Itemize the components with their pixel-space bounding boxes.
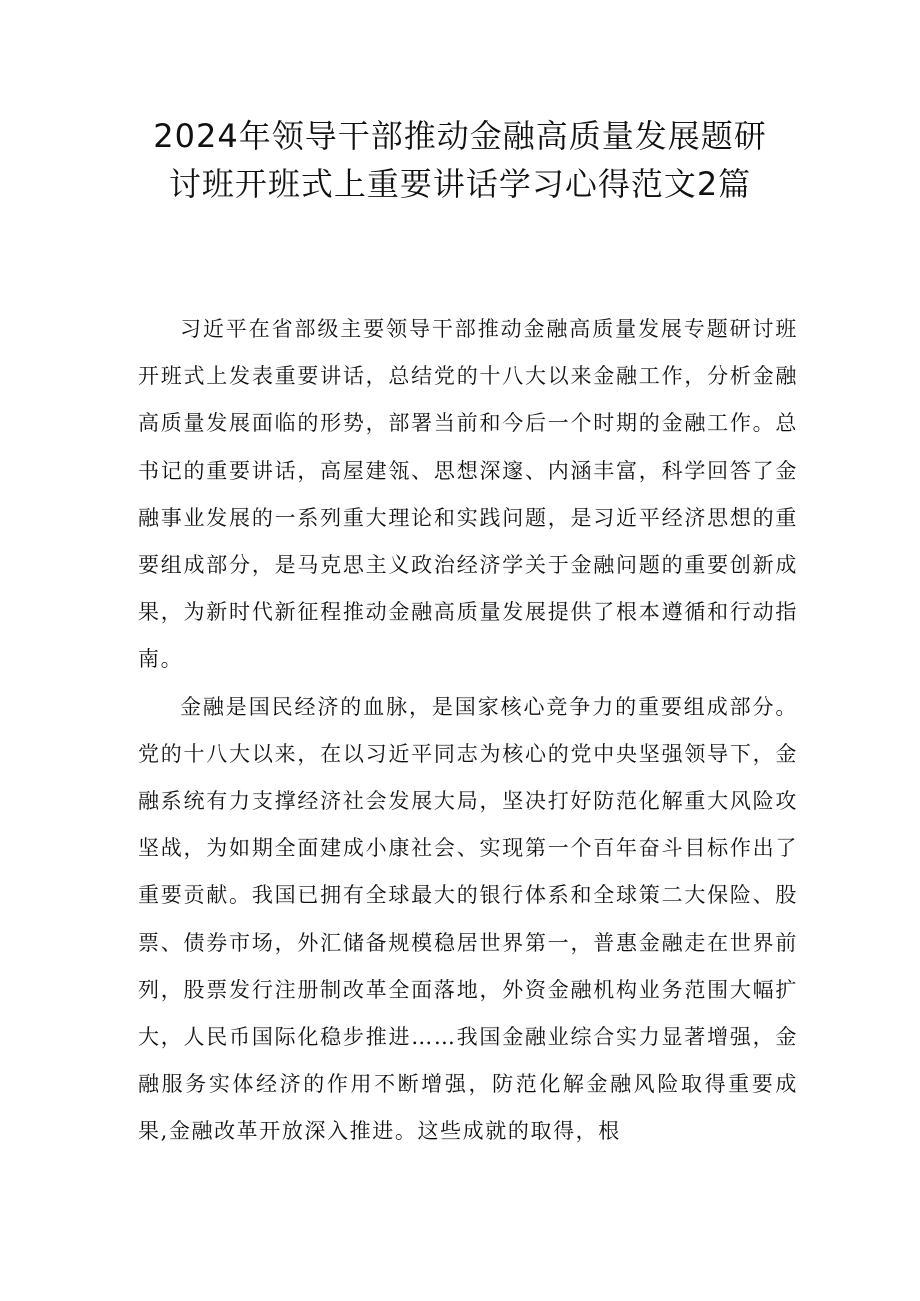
paragraph-1: 习近平在省部级主要领导干部推动金融高质量发展专题研讨班开班式上发表重要讲话，总结党的十八大以来金融工作，分析金融高质量发展面临的形势，部署当前和今后一个时期的金融工作。总书记的重要讲话，高屋建瓴、思想深邃、内涵丰富，科学回答了金融事业发展的一系列重大理论和实践问题，是习近平经济思想的重要组成部分，是马克思主义政治经济学关于金融问题的重要创新成果，为新时代新征程推动金融高质量发展提供了根本遵循和行动指南。 [138, 317, 798, 672]
paragraph-2: 金融是国民经济的血脉，是国家核心竞争力的重要组成部分。党的十八大以来，在以习近平同志为核心的党中央坚强领导下，金融系统有力支撑经济社会发展大局，坚决打好防范化解重大风险攻坚战，为如期全面建成小康社会、实现第一个百年奋斗目标作出了重要贡献。我国已拥有全球最大的银行体系和全球策二大保险、股票、债券市场，外汇储备规模稳居世界第一，普惠金融走在世界前列，股票发行注册制改革全面落地，外资金融机构业务范围大幅扩大，人民币国际化稳步推进……我国金融业综合实力显著增强，金融服务实体经济的作用不断增强，防范化解金融风险取得重要成果,金融改革开放深入推进。这些成就的取得，根 [138, 694, 798, 1144]
title-line-2: 讨班开班式上重要讲话学习心得范文2篇 [168, 165, 752, 203]
title-line-1: 2024年领导干部推动金融高质量发展题研 [153, 117, 767, 155]
document-body [138, 306, 798, 1156]
document-title [100, 112, 820, 208]
